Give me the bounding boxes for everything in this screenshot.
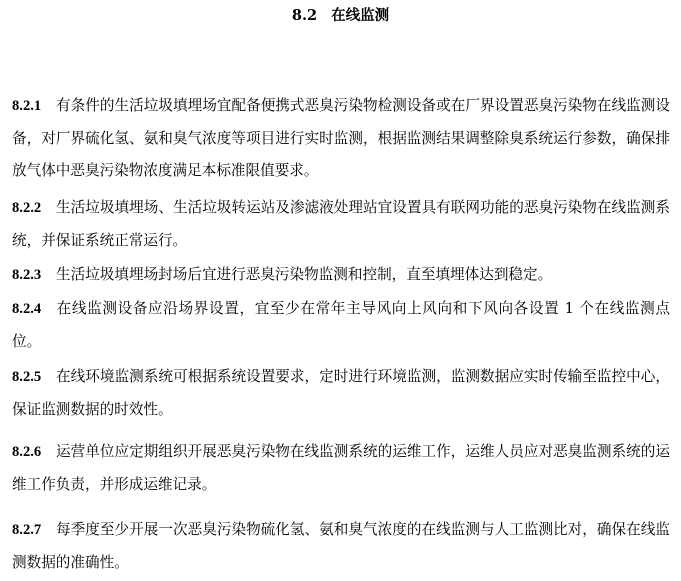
clause-number: 8.2.3 (12, 267, 42, 283)
clause-8-2-7 (12, 514, 670, 579)
clause-8-2-5 (12, 361, 670, 426)
clause-text: 运营单位应定期组织开展恶臭污染物在线监测系统的运维工作，运维人员应对恶臭监测系统的运维工作负责，并形成运维记录。 (12, 443, 670, 493)
clause-number: 8.2.5 (12, 369, 42, 385)
clause-number: 8.2.4 (12, 301, 42, 317)
clause-number: 8.2.2 (12, 200, 42, 216)
section-number: 8.2 (291, 7, 318, 24)
clause-8-2-3 (12, 259, 670, 292)
clause-number: 8.2.1 (12, 98, 42, 114)
clause-number: 8.2.7 (12, 522, 42, 538)
clause-text: 生活垃圾填埋场、生活垃圾转运站及渗滤液处理站宜设置具有联网功能的恶臭污染物在线监测系统，并保证系统正常运行。 (12, 199, 670, 249)
clause-text: 在线监测设备应沿场界设置，宜至少在常年主导风向上风向和下风向各设置 1 个在线监测点位。 (12, 300, 670, 350)
section-title: 在线监测 (331, 7, 390, 24)
clause-text: 每季度至少开展一次恶臭污染物硫化氢、氨和臭气浓度的在线监测与人工监测比对，确保在线监测数据的准确性。 (12, 521, 670, 571)
clause-text: 生活垃圾填埋场封场后宜进行恶臭污染物监测和控制，直至填埋体达到稳定。 (56, 266, 553, 283)
section-heading (0, 6, 681, 26)
clause-8-2-2 (12, 192, 670, 257)
clause-text: 在线环境监测系统可根据系统设置要求，定时进行环境监测，监测数据应实时传输至监控中心，保证监测数据的时效性。 (12, 368, 670, 418)
clause-8-2-4 (12, 293, 670, 358)
clause-number: 8.2.6 (12, 444, 42, 460)
clause-8-2-6 (12, 436, 670, 501)
clause-text: 有条件的生活垃圾填埋场宜配备便携式恶臭污染物检测设备或在厂界设置恶臭污染物在线监测设备，对厂界硫化氢、氨和臭气浓度等项目进行实时监测，根据监测结果调整除臭系统运行参数，确保排放气体中恶臭污染物浓度满足本标准限值要求。 (12, 97, 670, 179)
clause-8-2-1 (12, 90, 670, 188)
